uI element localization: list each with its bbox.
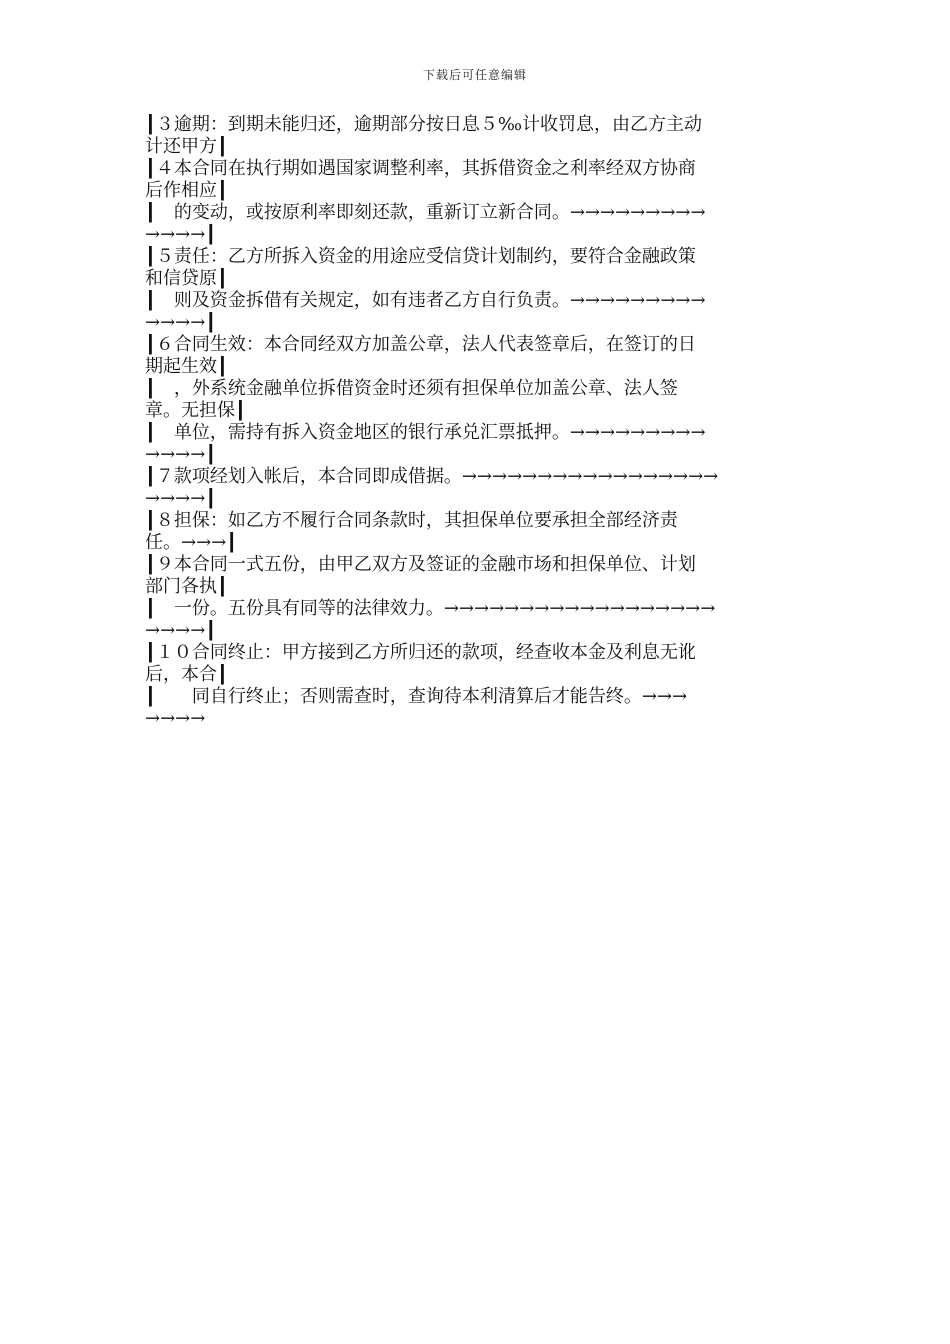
contract-line: ┃ 的变动，或按原利率即刻还款，重新订立新合同。→→→→→→→→→ bbox=[145, 202, 706, 223]
contract-line: →→→→┃ bbox=[145, 488, 217, 509]
contract-line: 计还甲方┃ bbox=[145, 136, 228, 157]
contract-line: →→→→┃ bbox=[145, 620, 217, 641]
contract-line: 章。无担保┃ bbox=[145, 400, 246, 421]
contract-line: ┃ 同自行终止；否则需查时，查询待本利清算后才能告终。→→→ bbox=[145, 686, 688, 707]
contract-line: ┃８担保：如乙方不履行合同条款时，其担保单位要承担全部经济责 bbox=[145, 510, 678, 531]
contract-line: 后作相应┃ bbox=[145, 180, 228, 201]
contract-line: 任。→→→┃ bbox=[145, 532, 238, 553]
contract-line: ┃ 一份。五份具有同等的法律效力。→→→→→→→→→→→→→→→→→→ bbox=[145, 598, 716, 619]
contract-line: ┃４本合同在执行期如遇国家调整利率，其拆借资金之利率经双方协商 bbox=[145, 158, 696, 179]
contract-line: 部门各执┃ bbox=[145, 576, 228, 597]
contract-line: ┃１０合同终止：甲方接到乙方所归还的款项，经查收本金及利息无讹 bbox=[145, 642, 696, 663]
contract-line: ┃５责任：乙方所拆入资金的用途应受信贷计划制约，要符合金融政策 bbox=[145, 246, 696, 267]
contract-line: 后，本合┃ bbox=[145, 664, 228, 685]
contract-line: ┃３逾期：到期未能归还，逾期部分按日息５‰计收罚息，由乙方主动 bbox=[145, 114, 702, 135]
contract-line: →→→→┃ bbox=[145, 312, 217, 333]
contract-line: ┃ ，外系统金融单位拆借资金时还须有担保单位加盖公章、法人签 bbox=[145, 378, 678, 399]
contract-line: ┃９本合同一式五份，由甲乙双方及签证的金融市场和担保单位、计划 bbox=[145, 554, 696, 575]
contract-line: ┃ 单位，需持有拆入资金地区的银行承兑汇票抵押。→→→→→→→→→ bbox=[145, 422, 706, 443]
contract-line: 和信贷原┃ bbox=[145, 268, 228, 289]
page-header: 下载后可任意编辑 bbox=[422, 68, 527, 82]
contract-line: →→→→ bbox=[145, 708, 206, 729]
contract-body bbox=[145, 114, 745, 730]
contract-line: ┃７款项经划入帐后，本合同即成借据。→→→→→→→→→→→→→→→→→ bbox=[145, 466, 719, 487]
contract-line: →→→→┃ bbox=[145, 224, 217, 245]
contract-line: ┃ 则及资金拆借有关规定，如有违者乙方自行负责。→→→→→→→→→ bbox=[145, 290, 706, 311]
contract-line: →→→→┃ bbox=[145, 444, 217, 465]
contract-line: ┃６合同生效：本合同经双方加盖公章，法人代表签章后，在签订的日 bbox=[145, 334, 696, 355]
contract-line: 期起生效┃ bbox=[145, 356, 228, 377]
